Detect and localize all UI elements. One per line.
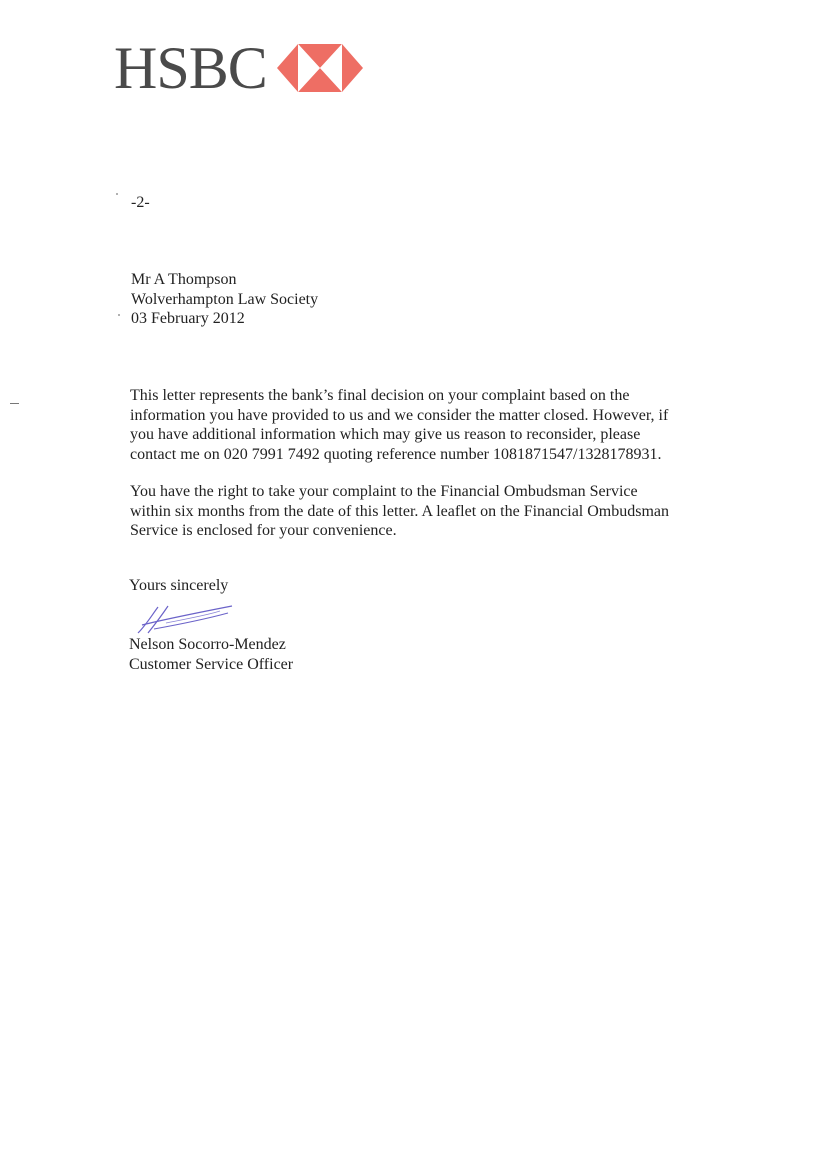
- signer-title: Customer Service Officer: [129, 655, 294, 673]
- paragraph-line: information you have provided to us and we consider the matter closed. However, if: [130, 406, 669, 424]
- closing-salutation: Yours sincerely: [129, 577, 229, 594]
- paragraph-line: You have the right to take your complaint to the Financial Ombudsman Service: [130, 483, 638, 500]
- recipient-organization: Wolverhampton Law Society: [131, 290, 319, 308]
- letter-date: 03 February 2012: [131, 310, 245, 327]
- body-paragraph-2: [130, 482, 710, 541]
- hexagon-logo-icon: [277, 44, 363, 92]
- paragraph-line: within six months from the date of this letter. A leaflet on the Financial Ombudsman: [130, 502, 670, 520]
- brand-name: HSBC: [114, 35, 267, 101]
- paragraph-line: you have additional information which may give us reason to reconsider, please: [130, 426, 641, 443]
- signature-mark: [136, 603, 236, 635]
- hsbc-logo: [114, 35, 363, 101]
- paragraph-line: Service is enclosed for your convenience.: [130, 522, 397, 539]
- margin-mark: [10, 403, 19, 404]
- paragraph-line: This letter represents the bank’s final decision on your complaint based on the: [130, 387, 630, 404]
- recipient-name: Mr A Thompson: [131, 271, 237, 288]
- recipient-block: [131, 270, 318, 329]
- scan-speck: [116, 193, 118, 195]
- page-number: -2-: [131, 194, 150, 211]
- signer-block: [129, 635, 293, 674]
- body-paragraph-1: [130, 386, 710, 464]
- paragraph-line: contact me on 020 7991 7492 quoting reference number 1081871547/1328178931.: [130, 445, 662, 463]
- scan-speck: [118, 314, 120, 316]
- signer-name: Nelson Socorro-Mendez: [129, 636, 286, 653]
